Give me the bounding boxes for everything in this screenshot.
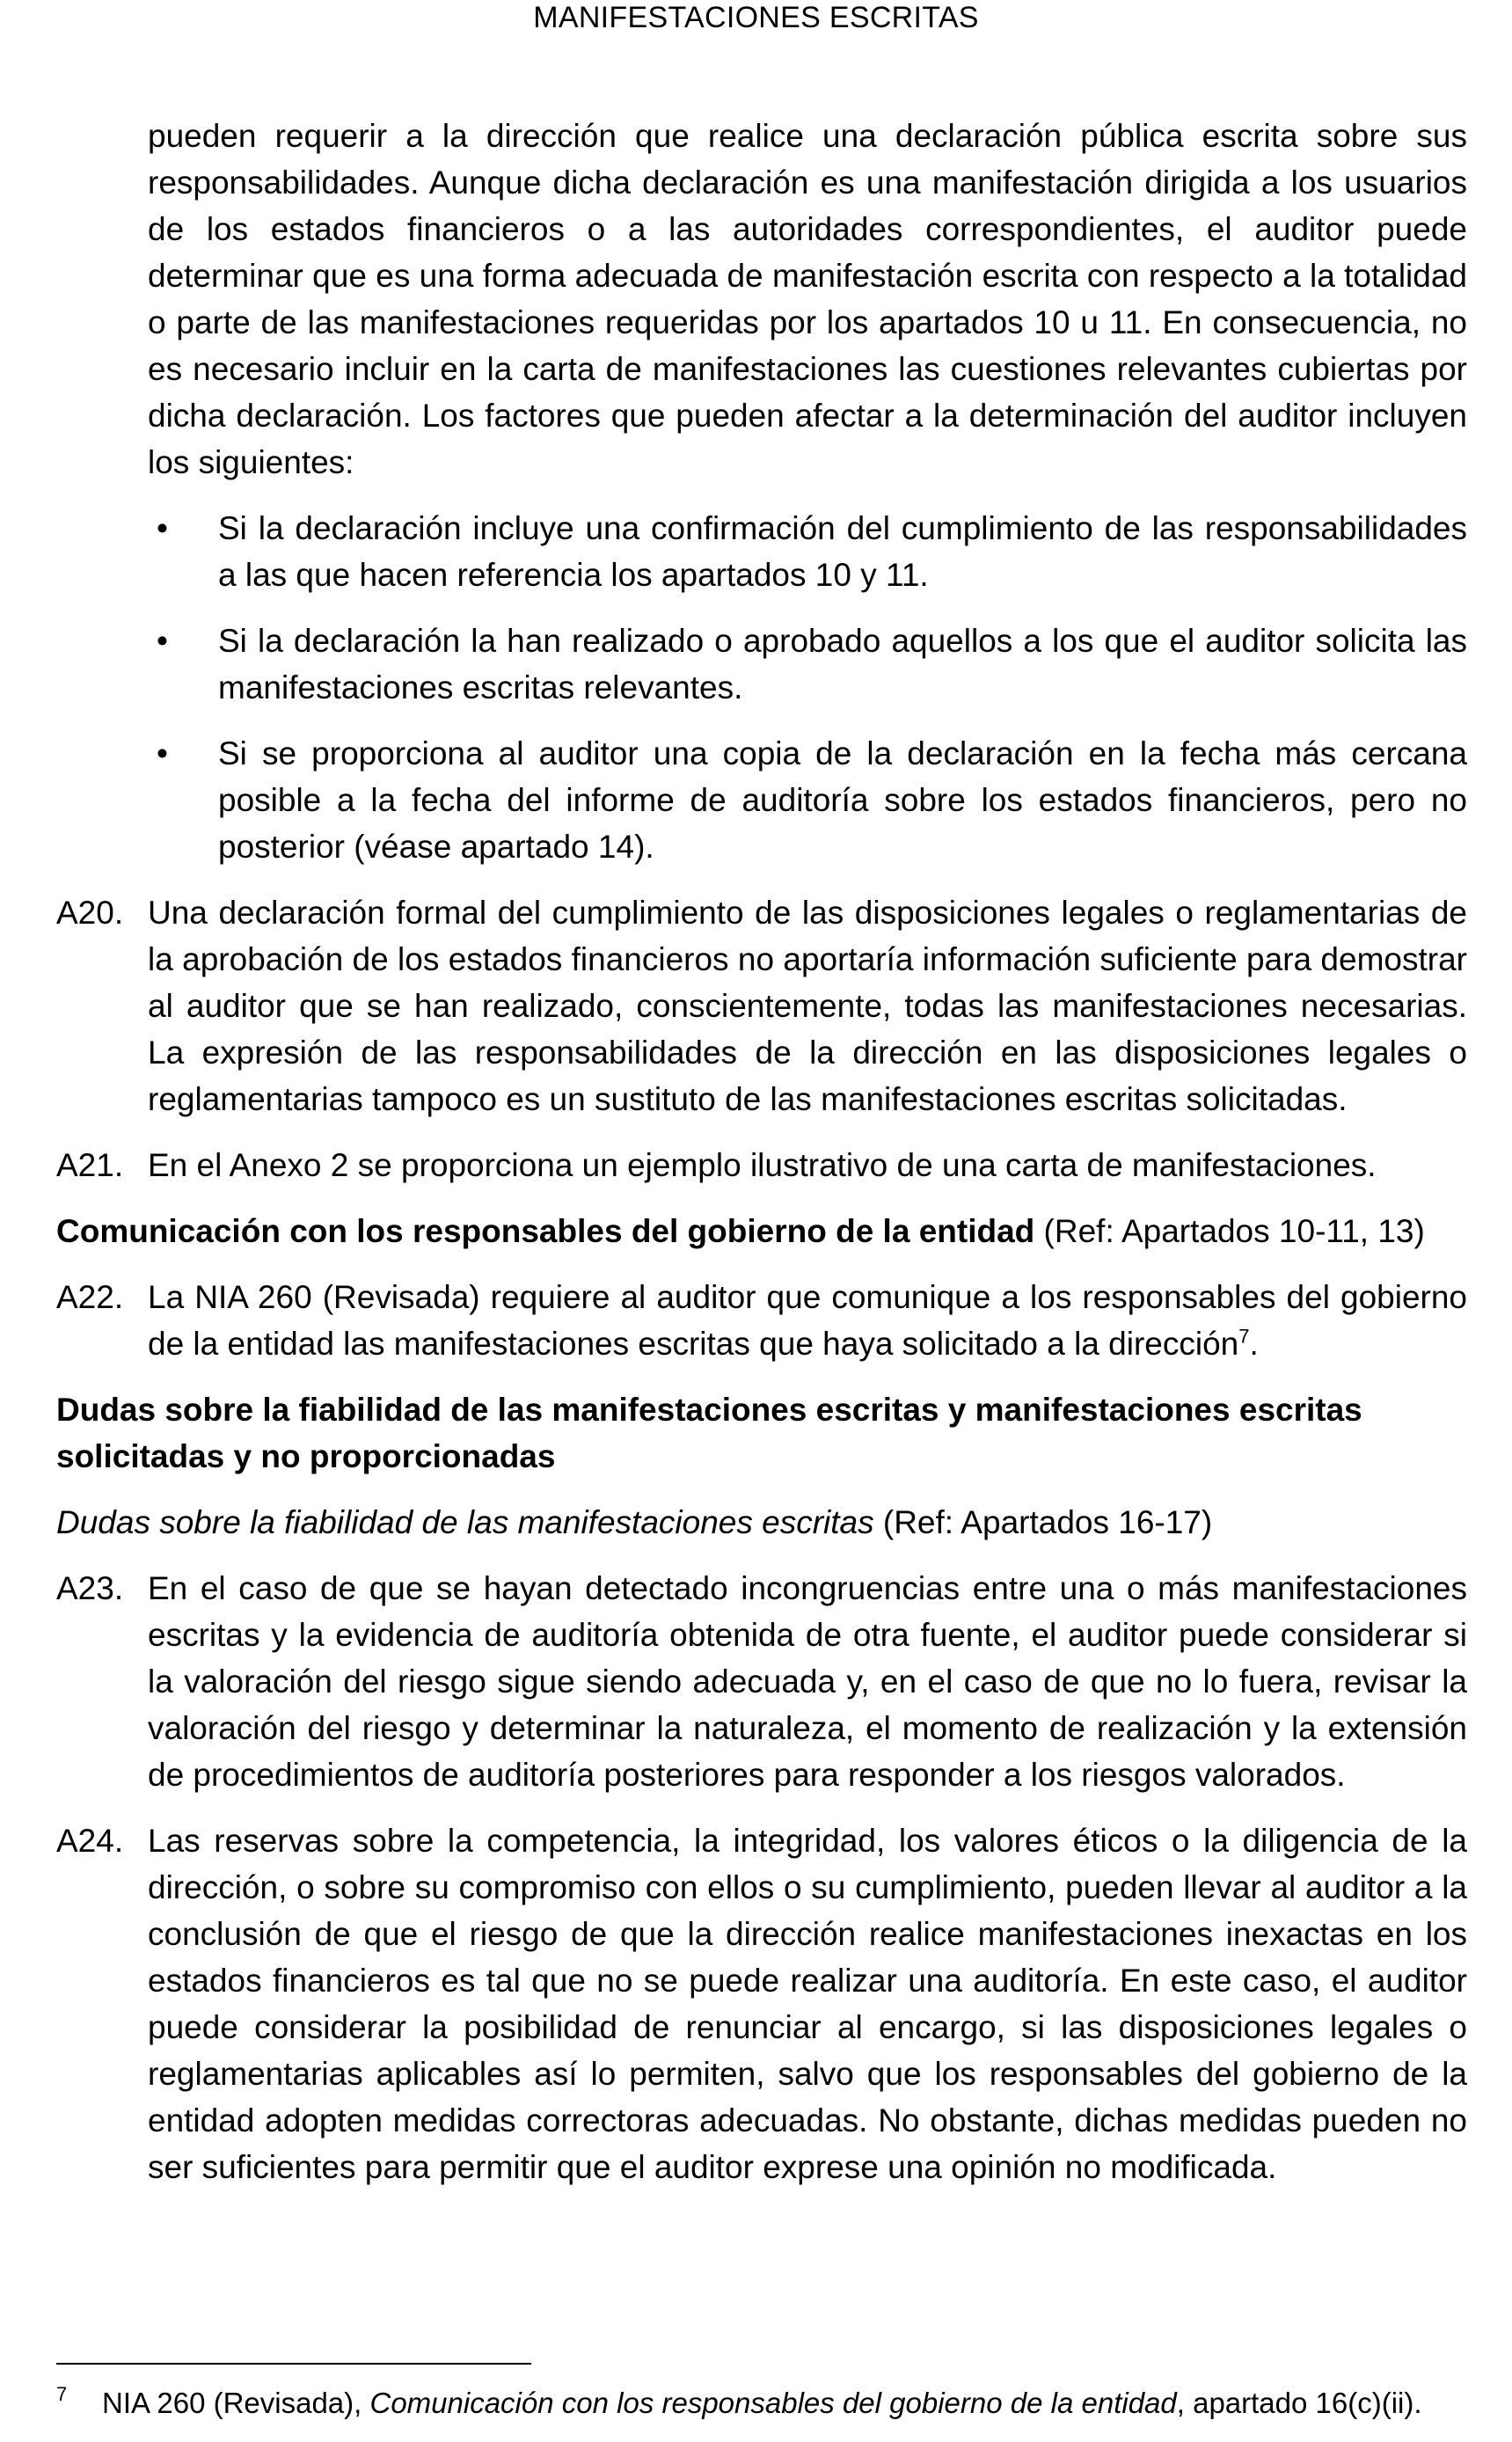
list-item-text: Si se proporciona al auditor una copia de la declaración en la fecha más cercana posible a la fecha del informe de auditoría sobre los estados financieros, pero no posterior (véase apartado 14).: [218, 735, 1467, 865]
footnote-suffix: , apartado 16(c)(ii).: [1176, 2387, 1422, 2419]
list-item: [56, 505, 1467, 598]
footnote-number: 7: [56, 2383, 68, 2405]
paragraph-tail: .: [1249, 1326, 1259, 1362]
footnote-divider: [56, 2363, 531, 2365]
bullet-mark: •: [157, 735, 168, 771]
paragraph-number: A21.: [56, 1147, 124, 1183]
footnote-reference[interactable]: 7: [1238, 1325, 1250, 1348]
paragraph-number: A24.: [56, 1823, 124, 1859]
subsection-heading: [56, 1499, 1467, 1546]
list-item: [56, 730, 1467, 870]
paragraph-a20: [56, 889, 1467, 1122]
paragraph-number: A22.: [56, 1279, 124, 1315]
bullet-mark: •: [157, 623, 168, 659]
subsection-heading-ref: (Ref: Apartados 16-17): [873, 1504, 1213, 1540]
paragraph-text: En el caso de que se hayan detectado incongruencias entre una o más manifestaciones escritas y la evidencia de auditoría obtenida de otra fuente, el auditor puede considerar si la valoración del riesgo sigue siendo adecuada y, en el caso de que no lo fuera, revisar la valoración del riesgo y determinar la naturaleza, el momento de realización y la extensión de procedimientos de auditoría posteriores para responder a los riesgos valorados.: [148, 1570, 1467, 1793]
paragraph-a23: [56, 1565, 1467, 1798]
factor-list: [56, 505, 1467, 870]
paragraph-number: A20.: [56, 895, 124, 931]
paragraph-text: Una declaración formal del cumplimiento de las disposiciones legales o reglamentarias de la aprobación de los estados financieros no aportaría información suficiente para demostrar al auditor que se han realizado, conscientemente, todas las manifestaciones necesarias. La expresión de las responsabilidades de la dirección en las disposiciones legales o reglamentarias tampoco es un sustituto de las manifestaciones escritas solicitadas.: [148, 895, 1467, 1117]
paragraph-number: A23.: [56, 1570, 124, 1606]
section-heading-title: Comunicación con los responsables del gobierno de la entidad: [56, 1213, 1035, 1249]
bullet-mark: •: [157, 510, 168, 546]
paragraph-a21: [56, 1142, 1467, 1188]
paragraph-text: Las reservas sobre la competencia, la integridad, los valores éticos o la diligencia de la dirección, o sobre su compromiso con ellos o su cumplimiento, pueden llevar al auditor a la conclusión de que el riesgo de que la dirección realice manifestaciones inexactas en los estados financieros es tal que no se puede realizar una auditoría. En este caso, el auditor puede considerar la posibilidad de renunciar al encargo, si las disposiciones legales o reglamentarias aplicables así lo permiten, salvo que los responsables del gobierno de la entidad adopten medidas correctoras adecuadas. No obstante, dichas medidas pueden no ser suficientes para permitir que el auditor exprese una opinión no modificada.: [148, 1823, 1467, 2185]
paragraph-a22: [56, 1274, 1467, 1367]
running-header: MANIFESTACIONES ESCRITAS: [533, 1, 979, 34]
section-heading: [56, 1208, 1467, 1254]
list-item: [56, 618, 1467, 711]
footnote-text: [56, 2384, 1467, 2423]
paragraph-text: La NIA 260 (Revisada) requiere al auditor que comunique a los responsables del gobierno de la entidad las manifestaciones escritas que haya solicitado a la dirección: [148, 1279, 1467, 1362]
footnote-cited-title: Comunicación con los responsables del gobierno de la entidad: [369, 2387, 1177, 2419]
section-heading-ref: (Ref: Apartados 10-11, 13): [1034, 1213, 1425, 1249]
paragraph-text: En el Anexo 2 se proporciona un ejemplo ilustrativo de una carta de manifestaciones.: [148, 1147, 1377, 1183]
subsection-heading-title: Dudas sobre la fiabilidad de las manifestaciones escritas: [56, 1504, 874, 1540]
list-item-text: Si la declaración la han realizado o aprobado aquellos a los que el auditor solicita las manifestaciones escritas relevantes.: [218, 623, 1467, 706]
intro-paragraph: pueden requerir a la dirección que realice una declaración pública escrita sobre sus responsabilidades. Aunque dicha declaración es una manifestación dirigida a los usuarios de los estados financieros o a las autoridades correspondientes, el auditor puede determinar que es una forma adecuada de manifestación escrita con respecto a la totalidad o parte de las manifestaciones requeridas por los apartados 10 u 11. En consecuencia, no es necesario incluir en la carta de manifestaciones las cuestiones relevantes cubiertas por dicha declaración. Los factores que pueden afectar a la determinación del auditor incluyen los siguientes:: [148, 118, 1467, 480]
section-heading: Dudas sobre la fiabilidad de las manifestaciones escritas y manifestaciones escritas solicitadas y no proporcionadas: [56, 1392, 1362, 1474]
page-content: [56, 113, 1467, 2190]
footnote: [56, 2384, 1467, 2423]
list-item-text: Si la declaración incluye una confirmación del cumplimiento de las responsabilidades a las que hacen referencia los apartados 10 y 11.: [218, 510, 1467, 593]
paragraph-a24: [56, 1817, 1467, 2190]
footnote-prefix: NIA 260 (Revisada),: [102, 2387, 370, 2419]
